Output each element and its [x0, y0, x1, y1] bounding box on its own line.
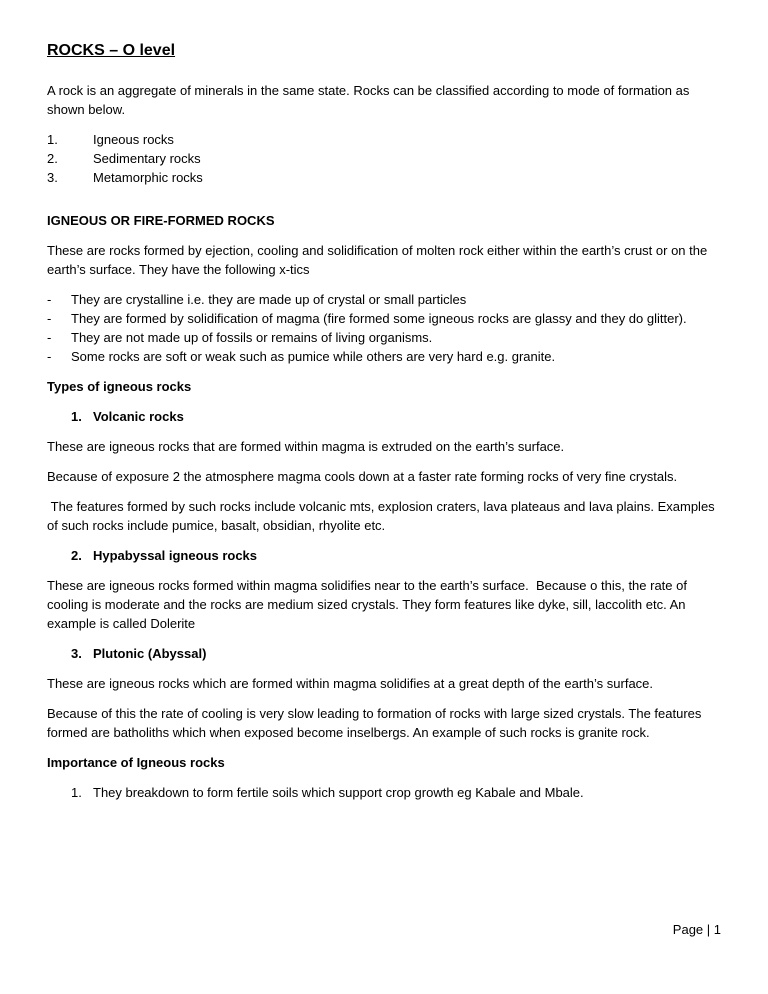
- section-title: Hypabyssal igneous rocks: [93, 548, 258, 563]
- volcanic-paragraph-1: These are igneous rocks that are formed within magma is extruded on the earth’s surface.: [47, 439, 565, 454]
- plutonic-paragraph-1: These are igneous rocks which are formed within magma solidifies at a great depth of the earth’s surface.: [47, 676, 654, 691]
- list-text: They are formed by solidification of magma (fire formed some igneous rocks are glassy and they do glitter).: [71, 311, 687, 326]
- hypabyssal-heading: [47, 546, 725, 565]
- section-number: 2.: [71, 548, 82, 563]
- dash-bullet: -: [47, 330, 52, 345]
- list-number: 3.: [47, 170, 58, 185]
- plutonic-paragraph-2: Because of this the rate of cooling is very slow leading to formation of rocks with large sized crystals. The features formed are batholiths which when exposed become inselbergs. An example of such rocks is granite rock.: [47, 706, 702, 740]
- intro-paragraph: A rock is an aggregate of minerals in the same state. Rocks can be classified according to mode of formation as shown below.: [47, 83, 690, 117]
- list-text: Igneous rocks: [93, 132, 174, 147]
- dash-bullet: -: [47, 349, 52, 364]
- volcanic-heading: [47, 407, 725, 426]
- dash-bullet: -: [47, 311, 52, 326]
- page-content: [47, 40, 725, 813]
- igneous-traits-list: [47, 290, 725, 366]
- types-heading: Types of igneous rocks: [47, 379, 192, 394]
- importance-heading: Importance of Igneous rocks: [47, 755, 225, 770]
- list-item: [47, 168, 725, 187]
- hypabyssal-paragraph: These are igneous rocks formed within magma solidifies near to the earth’s surface. Because o this, the rate of cooling is moderate and the rocks are medium sized crystals. They form features like dyke, sill, laccolith etc. An example is called Dolerite: [47, 578, 691, 631]
- list-text: Metamorphic rocks: [93, 170, 203, 185]
- igneous-heading: IGNEOUS OR FIRE-FORMED ROCKS: [47, 213, 275, 228]
- list-item: [47, 149, 725, 168]
- section-number: 3.: [71, 646, 82, 661]
- page-number: Page | 1: [672, 922, 721, 937]
- section-number: 1.: [71, 409, 82, 424]
- volcanic-paragraph-2: Because of exposure 2 the atmosphere magma cools down at a faster rate forming rocks of very fine crystals.: [47, 469, 678, 484]
- list-item: [47, 309, 725, 328]
- list-item: [47, 328, 725, 347]
- plutonic-heading: [47, 644, 725, 663]
- list-item: [47, 347, 725, 366]
- list-text: They breakdown to form fertile soils which support crop growth eg Kabale and Mbale.: [93, 785, 584, 800]
- dash-bullet: -: [47, 292, 52, 307]
- list-text: They are crystalline i.e. they are made up of crystal or small particles: [71, 292, 467, 307]
- list-item: [47, 130, 725, 149]
- list-number: 1.: [47, 132, 58, 147]
- list-text: Some rocks are soft or weak such as pumice while others are very hard e.g. granite.: [71, 349, 556, 364]
- classification-list: [47, 130, 725, 187]
- list-text: They are not made up of fossils or remains of living organisms.: [71, 330, 433, 345]
- igneous-description: These are rocks formed by ejection, cooling and solidification of molten rock either within the earth’s crust or on the earth’s surface. They have the following x-tics: [47, 243, 708, 277]
- list-item: [47, 290, 725, 309]
- list-text: Sedimentary rocks: [93, 151, 201, 166]
- list-number: 1.: [71, 785, 82, 800]
- volcanic-paragraph-3: The features formed by such rocks include volcanic mts, explosion craters, lava plateaus and lava plains. Examples of such rocks include pumice, basalt, obsidian, rhyolite etc.: [47, 499, 719, 533]
- document-title: ROCKS – O level: [47, 42, 176, 59]
- list-number: 2.: [47, 151, 58, 166]
- section-title: Volcanic rocks: [93, 409, 184, 424]
- section-title: Plutonic (Abyssal): [93, 646, 207, 661]
- importance-item: [47, 783, 725, 802]
